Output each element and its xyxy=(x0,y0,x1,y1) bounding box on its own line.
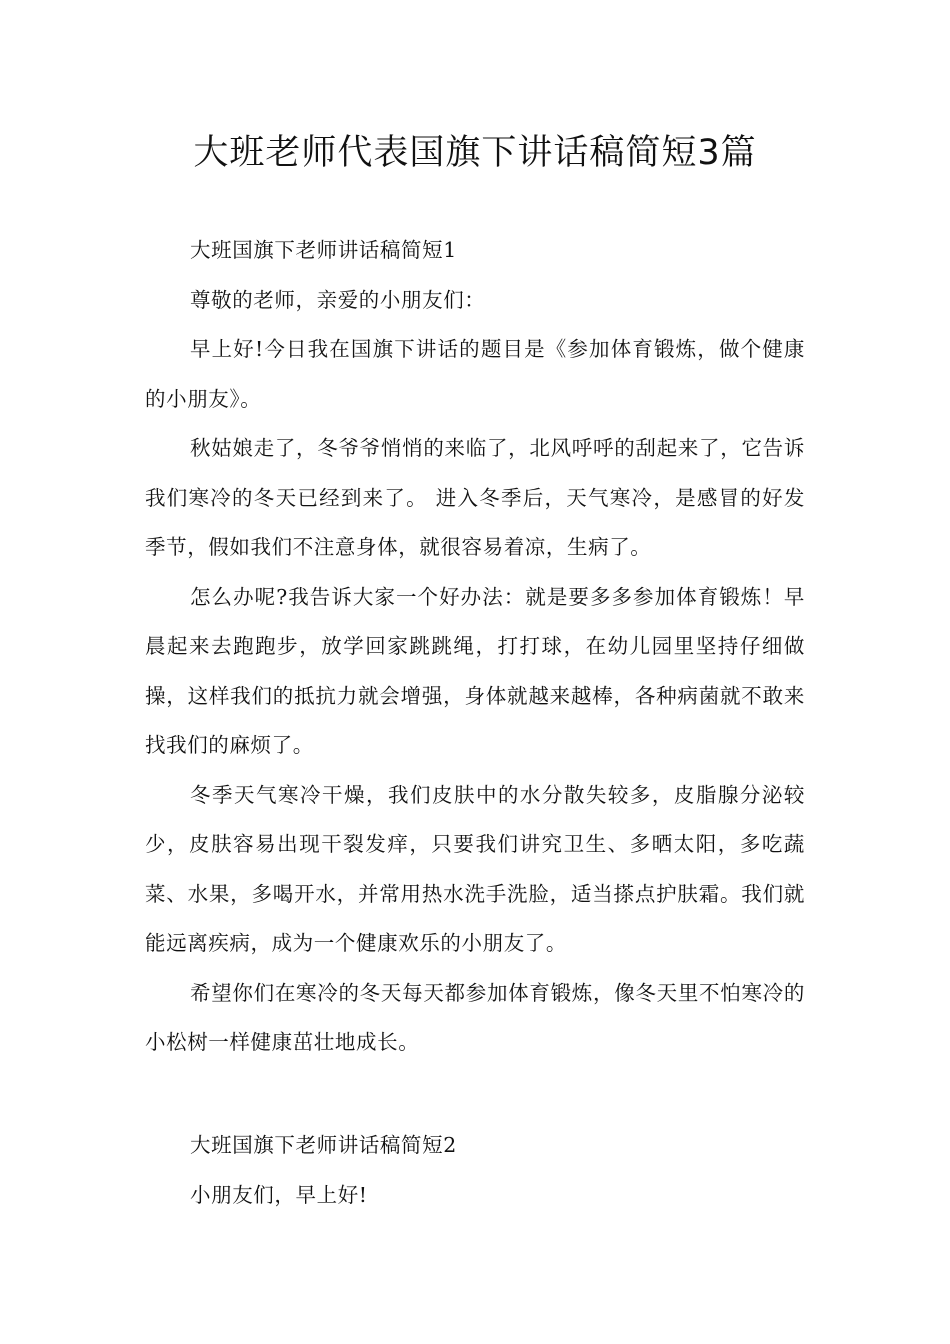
paragraph: 希望你们在寒冷的冬天每天都参加体育锻炼，像冬天里不怕寒冷的小松树一样健康茁壮地成长。 xyxy=(145,980,805,1054)
paragraph: 冬季天气寒冷干燥，我们皮肤中的水分散失较多，皮脂腺分泌较少，皮肤容易出现干裂发痒，只要我们讲究卫生、多晒太阳，多吃蔬菜、水果，多喝开水，并常用热水洗手洗脸，适当搽点护肤霜。我们就能远离疾病，成为一个健康欢乐的小朋友了。 xyxy=(145,782,805,955)
paragraph: 怎么办呢?我告诉大家一个好办法：就是要多多参加体育锻炼！早晨起来去跑跑步，放学回家跳跳绳，打打球，在幼儿园里坚持仔细做操，这样我们的抵抗力就会增强，身体就越来越棒，各种病菌就不敢来找我们的麻烦了。 xyxy=(145,584,805,757)
paragraph: 秋姑娘走了，冬爷爷悄悄的来临了，北风呼呼的刮起来了，它告诉我们寒冷的冬天已经到来了。 进入冬季后，天气寒冷，是感冒的好发季节，假如我们不注意身体，就很容易着凉，生病了。 xyxy=(145,436,805,559)
paragraph: 早上好!今日我在国旗下讲话的题目是《参加体育锻炼，做个健康的小朋友》。 xyxy=(145,337,805,411)
section-1 xyxy=(145,226,805,1068)
section-2 xyxy=(145,1121,805,1220)
section-heading: 大班国旗下老师讲话稿简短2 xyxy=(190,1133,457,1157)
paragraph: 尊敬的老师，亲爱的小朋友们： xyxy=(190,287,486,312)
section-heading: 大班国旗下老师讲话稿简短1 xyxy=(190,238,457,262)
paragraph: 小朋友们，早上好! xyxy=(190,1182,368,1207)
document-title: 大班老师代表国旗下讲话稿简短3篇 xyxy=(193,133,757,173)
